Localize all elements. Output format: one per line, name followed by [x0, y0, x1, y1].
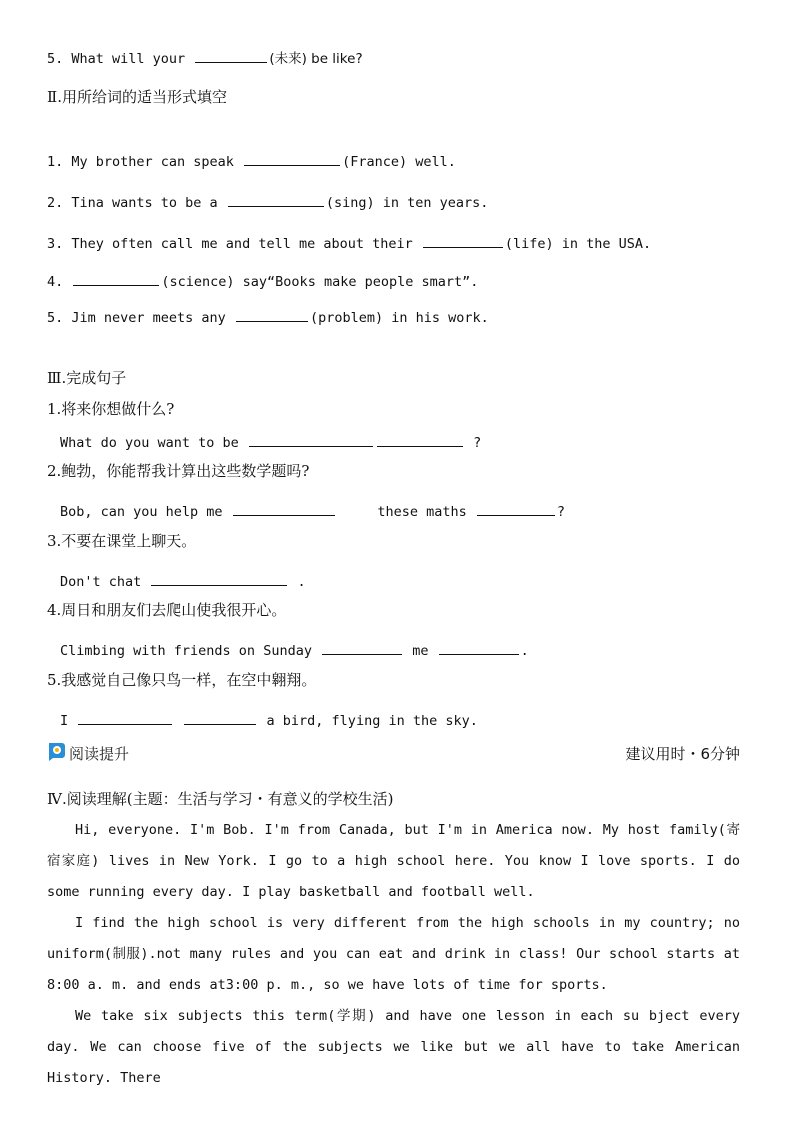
answer-blank[interactable] [78, 711, 172, 725]
answer-blank[interactable] [228, 193, 324, 207]
part2-item-3: 3. They often call me and tell me about their (life) in the USA. [47, 236, 652, 252]
answer-blank[interactable] [439, 641, 519, 655]
answer-blank[interactable] [249, 433, 373, 447]
passage-paragraph-1: Hi, everyone. I'm Bob. I'm from Canada, but I'm in America now. My host family(寄宿家庭) lives in New York. I go to a high school here. You know I love sports. I do some running every day. I play basketball and football well. [47, 822, 740, 900]
answer-blank[interactable] [151, 572, 287, 586]
part3-item-3-en: Don't chat . [60, 574, 306, 590]
part2-item-1: 1. My brother can speak (France) well. [47, 154, 456, 170]
part3-item-2-cn: 2.鲍勃，你能帮我计算出这些数学题吗? [47, 462, 310, 480]
part3-heading: Ⅲ.完成句子 [47, 369, 127, 387]
reading-logo-icon [47, 741, 67, 761]
part4-heading: Ⅳ.阅读理解(主题：生活与学习・有意义的学校生活) [47, 790, 394, 808]
answer-blank[interactable] [477, 502, 555, 516]
answer-blank[interactable] [195, 49, 267, 63]
answer-blank[interactable] [73, 272, 159, 286]
part1-q5: 5. What will your (未来) be like? [47, 51, 363, 67]
reading-section-bar [47, 741, 740, 763]
answer-blank[interactable] [423, 234, 503, 248]
part3-item-2-en: Bob, can you help me these maths ? [60, 504, 565, 520]
part2-heading: Ⅱ.用所给词的适当形式填空 [47, 88, 227, 106]
part3-item-3-cn: 3.不要在课堂上聊天。 [47, 532, 197, 550]
suggested-time: 建议用时・6分钟 [625, 745, 740, 763]
part3-item-1-cn: 1.将来你想做什么? [47, 400, 175, 418]
answer-blank[interactable] [184, 711, 256, 725]
passage-paragraph-3: We take six subjects this term(学期) and have one lesson in each su bject every day. We can choose five of the subjects we like but we all have to take American History. There [47, 1008, 740, 1086]
part3-item-1-en: What do you want to be ? [60, 435, 482, 451]
part2-item-4: 4. (science) say“Books make people smart”. [47, 274, 479, 290]
part3-item-5-cn: 5.我感觉自己像只鸟一样，在空中翱翔。 [47, 671, 317, 689]
answer-blank[interactable] [236, 308, 308, 322]
part3-item-4-en: Climbing with friends on Sunday me . [60, 643, 529, 659]
answer-blank[interactable] [377, 433, 463, 447]
reading-label: 阅读提升 [69, 745, 130, 763]
part3-item-5-en: I a bird, flying in the sky. [60, 713, 478, 729]
part2-item-5: 5. Jim never meets any (problem) in his work. [47, 310, 489, 326]
part3-item-4-cn: 4.周日和朋友们去爬山使我很开心。 [47, 601, 287, 619]
passage-paragraph-2: I find the high school is very different from the high schools in my country; no uniform(制服).not many rules and you can eat and drink in class! Our school starts at 8:00 a. m. and ends at3:00 p. m., so we have lots of time for sports. [47, 915, 740, 993]
answer-blank[interactable] [244, 152, 340, 166]
answer-blank[interactable] [233, 502, 335, 516]
part2-item-2: 2. Tina wants to be a (sing) in ten years. [47, 195, 489, 211]
answer-blank[interactable] [322, 641, 402, 655]
